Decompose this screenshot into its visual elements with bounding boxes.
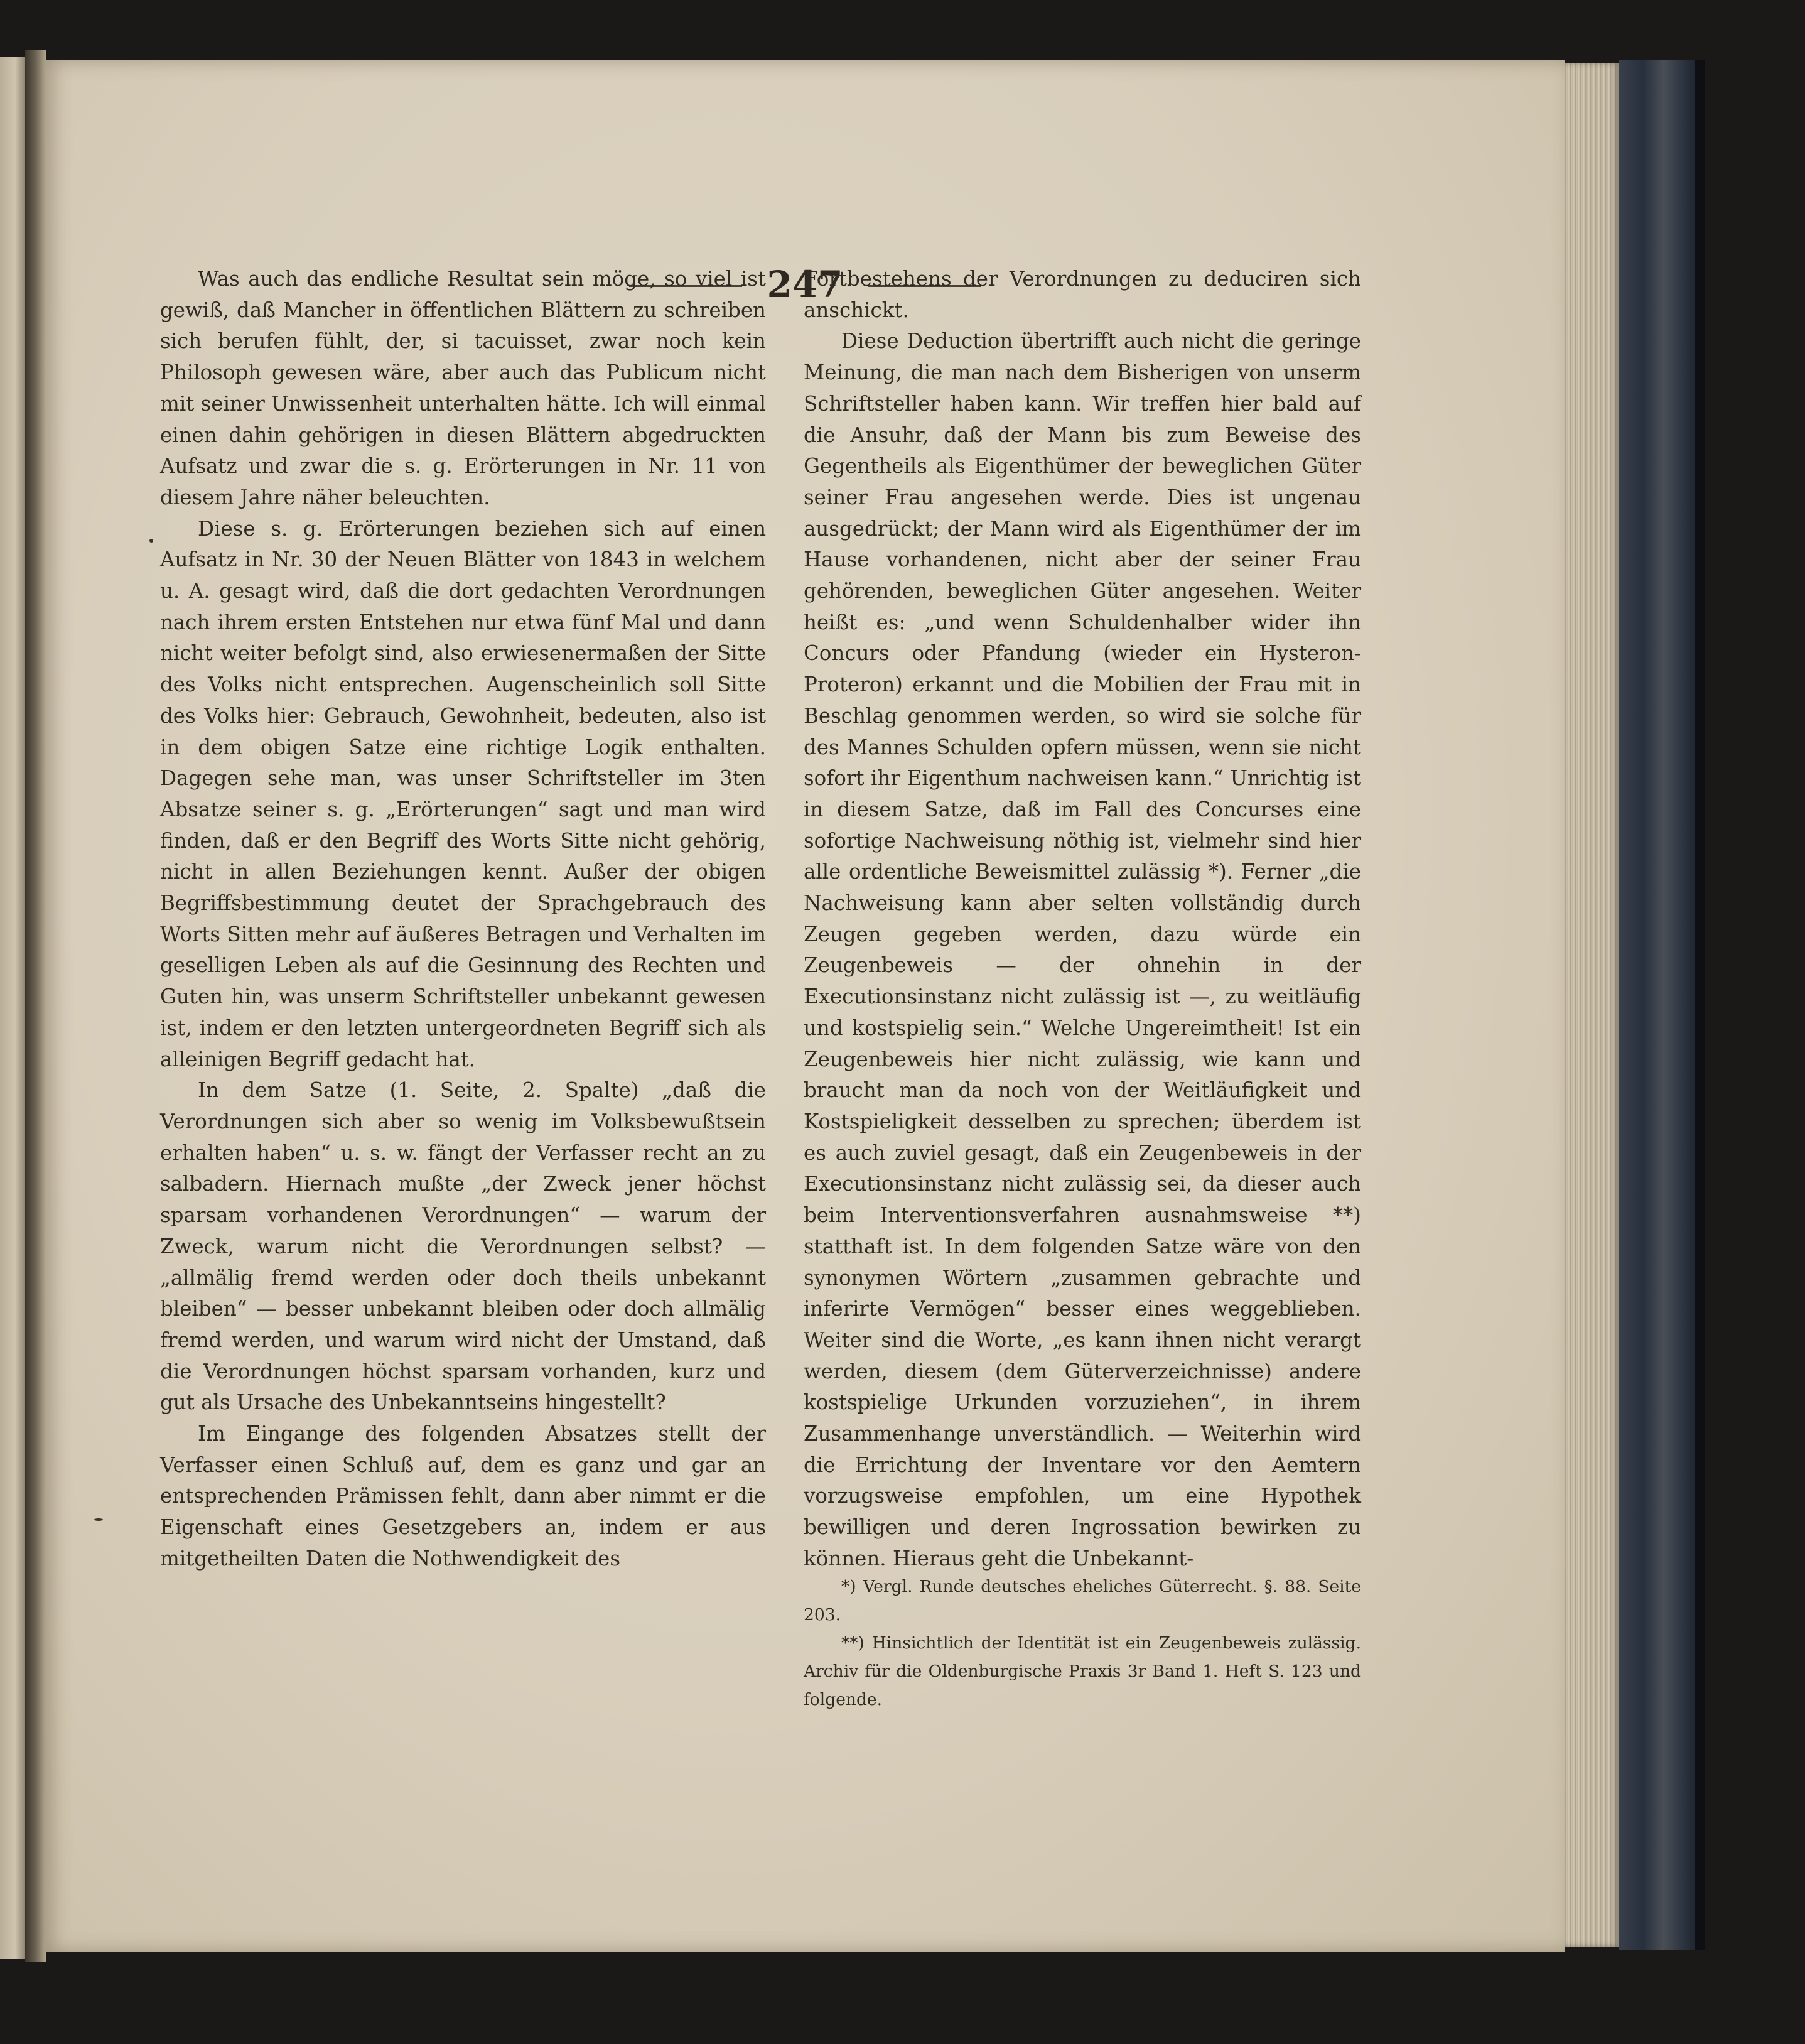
left-column: [160, 264, 766, 1575]
paragraph: Diese s. g. Erörterungen beziehen sich auf einen Aufsatz in Nr. 30 der Neuen Blätter von 1843 in welchem u. A. gesagt wird, daß die dort gedachten Verordnungen nach ihrem ersten Entstehen nur etwa fünf Mal und dann nicht weiter befolgt sind, also erwiesenermaßen der Sitte des Volks nicht entsprechen. Augenscheinlich soll Sitte des Volks hier: Gebrauch, Gewohnheit, bedeuten, also ist in dem obigen Satze eine richtige Logik enthalten. Dagegen sehe man, was unser Schriftsteller im 3ten Absatze seiner s. g. „Erörterungen“ sagt und man wird finden, daß er den Begriff des Worts Sitte nicht gehörig, nicht in allen Beziehungen kennt. Außer der obigen Begriffsbestimmung deutet der Sprachgebrauch des Worts Sitten mehr auf äußeres Betragen und Verhalten im geselligen Leben als auf die Gesinnung des Rechten und Guten hin, was unserm Schriftsteller unbekannt gewesen ist, indem er den letzten untergeordneten Begriff sich als alleinigen Begriff gedacht hat.: [160, 516, 766, 1071]
paragraph: Diese Deduction übertrifft auch nicht die geringe Meinung, die man nach dem Bisherigen von unserm Schriftsteller haben kann. Wir treffen hier bald auf die Ansuhr, daß der Mann bis zum Beweise des Gegentheils als Eigenthümer der beweglichen Güter seiner Frau angesehen werde. Dies ist ungenau ausgedrückt; der Mann wird als Eigenthümer der im Hause vorhandenen, nicht aber der seiner Frau gehörenden, beweglichen Güter angesehen. Weiter heißt es: „und wenn Schuldenhalber wider ihn Concurs oder Pfandung (wieder ein Hysteron-Proteron) erkannt und die Mobilien der Frau mit in Beschlag genommen werden, so wird sie solche für des Mannes Schulden opfern müssen, wenn sie nicht sofort ihr Eigenthum nachweisen kann.“ Unrichtig ist in diesem Satze, daß im Fall des Concurses eine sofortige Nachweisung nöthig ist, vielmehr sind hier alle ordentliche Beweismittel zulässig *). Ferner „die Nachweisung kann aber selten vollständig durch Zeugen gegeben werden, dazu würde ein Zeugenbeweis — der ohnehin in der Executionsinstanz nicht zulässig ist —, zu weitläufig und kostspielig sein.“ Welche Ungereimtheit! Ist ein Zeugenbeweis hier nicht zulässig, wie kann und braucht man da noch von der Weitläufigkeit und Kostspieligkeit desselben zu sprechen; überdem ist es auch zuviel gesagt, daß ein Zeugenbeweis in der Executionsinstanz nicht zulässig sei, da dieser auch beim Interventionsverfahren ausnahmsweise **) statthaft ist. In dem folgenden Satze wäre von den synonymen Wörtern „zusammen gebrachte und inferirte Vermögen“ besser eines weggeblieben. Weiter sind die Worte, „es kann ihnen nicht verargt werden, diesem (dem Güterverzeichnisse) andere kostspielige Urkunden vorzuziehen“, in ihrem Zusammenhange unverständlich. — Weiterhin wird die Errichtung der Inventare vor den Aemtern vorzugsweise empfohlen, um eine Hypothek bewilligen und deren Ingrossation bewirken zu können. Hieraus geht die Unbekannt-: [804, 329, 1361, 1571]
paragraph: Im Eingange des folgenden Absatzes stellt der Verfasser einen Schluß auf, dem es ganz und gar an entsprechenden Prämissen fehlt, dann aber nimmt er die Eigenschaft eines Gesetzgebers an, indem er aus mitgetheilten Daten die Nothwendigkeit des: [160, 1422, 766, 1571]
paper-speck: [149, 539, 153, 543]
book-cover: [1619, 60, 1700, 1950]
paragraph: Was auch das endliche Resultat sein möge, so viel ist gewiß, daß Mancher in öffentlichen Blättern zu schreiben sich berufen fühlt, der, si tacuisset, zwar noch kein Philosoph gewesen wäre, aber auch das Publicum nicht mit seiner Unwissenheit unterhalten hätte. Ich will einmal einen dahin gehörigen in diesen Blättern abgedruckten Aufsatz und zwar die s. g. Erörterungen in Nr. 11 von diesem Jahre näher beleuchten.: [160, 267, 766, 509]
right-column: [804, 264, 1361, 1575]
paragraph: Fortbestehens der Verordnungen zu deduciren sich anschickt.: [804, 267, 1361, 322]
footnote: **) Hinsichtlich der Identität ist ein Zeugenbeweis zulässig. Archiv für die Oldenburgische Praxis 3r Band 1. Heft S. 123 und folgende.: [804, 1633, 1361, 1709]
cover-edge: [1695, 60, 1705, 1950]
footnotes: [804, 1572, 1361, 1714]
paragraph: In dem Satze (1. Seite, 2. Spalte) „daß die Verordnungen sich aber so wenig im Volksbewußtsein erhalten haben“ u. s. w. fängt der Verfasser recht an zu salbadern. Hiernach mußte „der Zweck jener höchst sparsam vorhandenen Verordnungen“ — warum der Zweck, warum nicht die Verordnungen selbst? — „allmälig fremd werden oder doch theils unbekannt bleiben“ — besser unbekannt bleiben oder doch allmälig fremd werden, und warum wird nicht der Umstand, daß die Verordnungen höchst sparsam vorhanden, kurz und gut als Ursache des Unbekanntseins hingestellt?: [160, 1078, 766, 1415]
footnote: *) Vergl. Runde deutsches eheliches Güterrecht. §. 88. Seite 203.: [804, 1577, 1361, 1625]
book-gutter: [25, 50, 46, 1962]
paper-speck: [94, 1518, 103, 1521]
page-number: 247: [767, 263, 843, 306]
left-page-edge: [0, 57, 25, 1959]
page-edges: [1562, 63, 1620, 1947]
